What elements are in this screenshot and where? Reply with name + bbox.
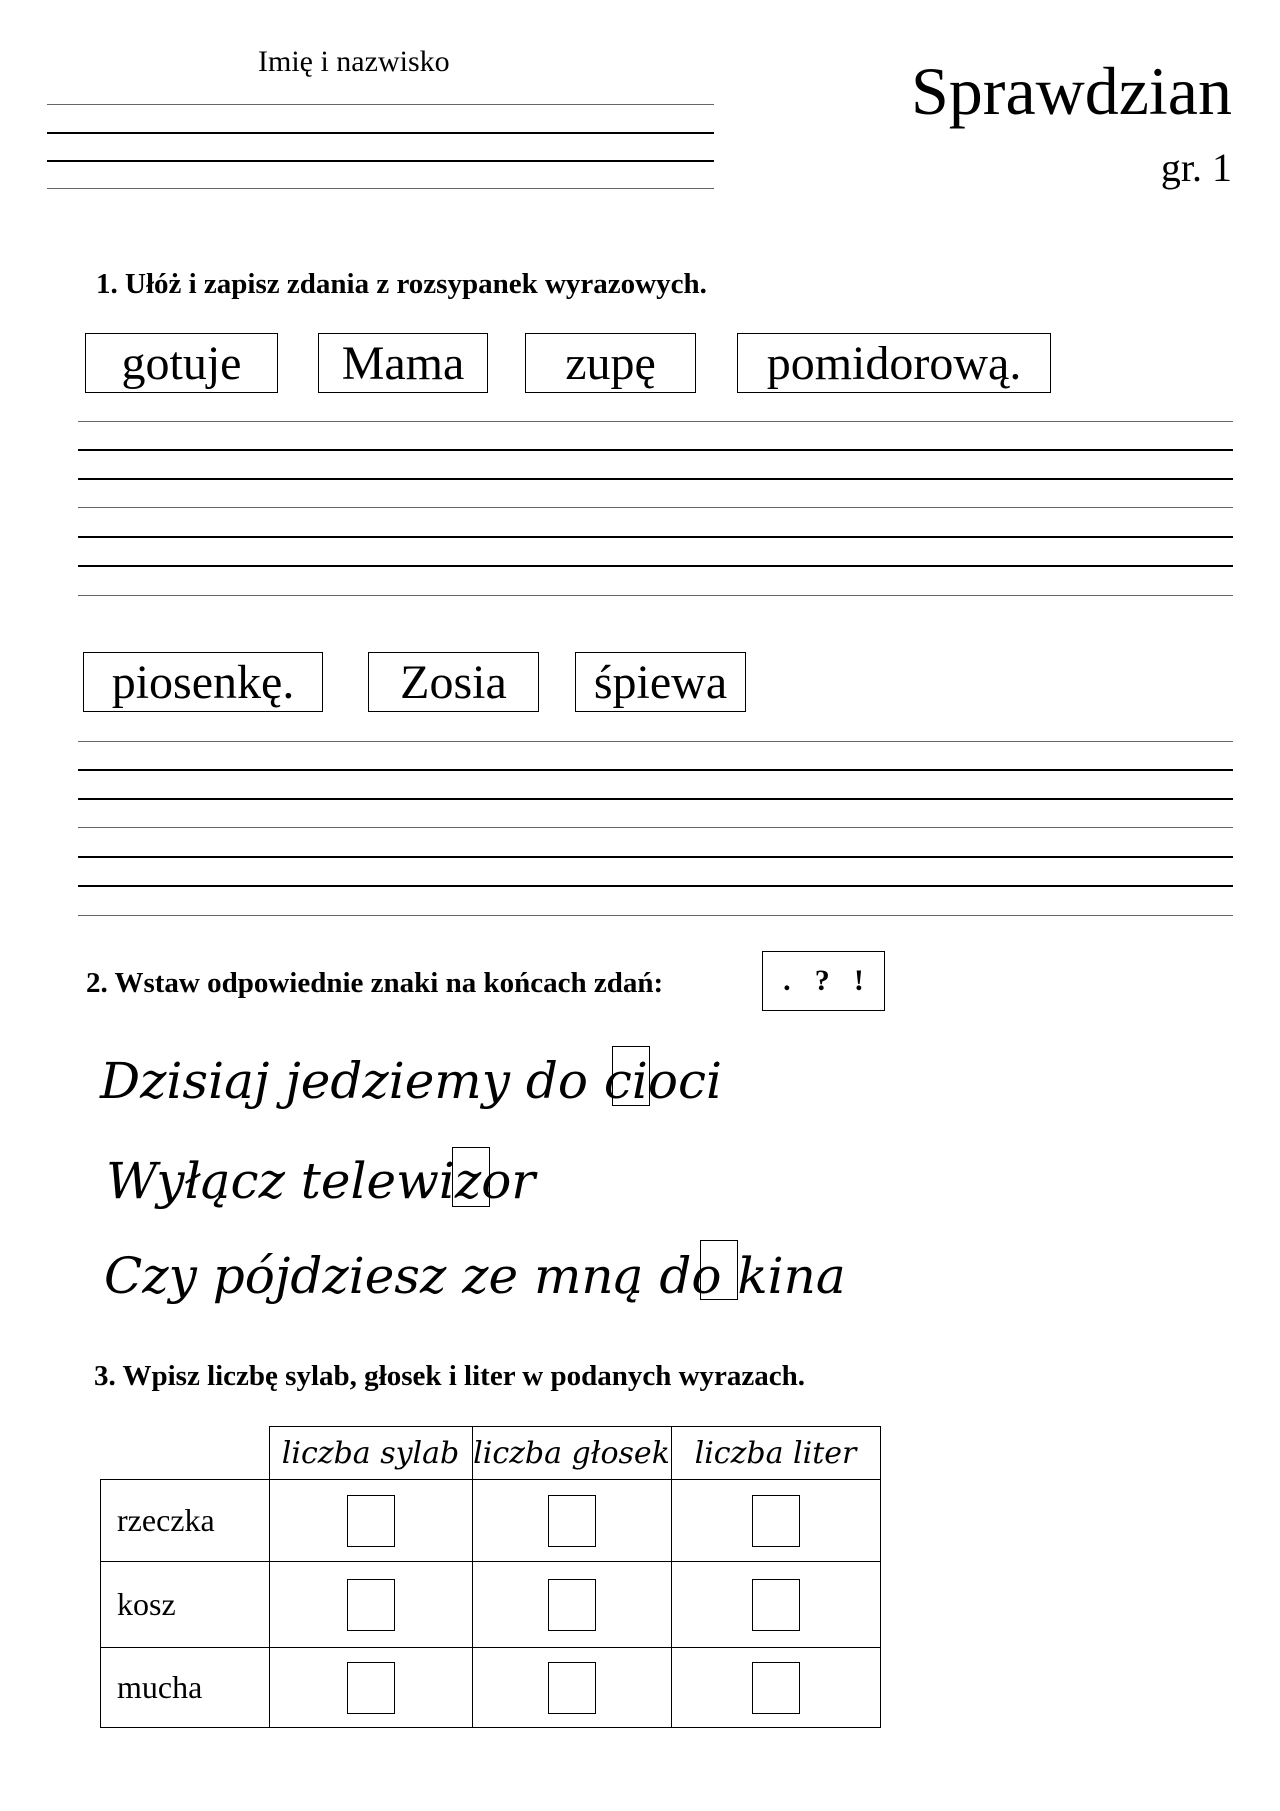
name-label: Imię i nazwisko	[258, 45, 450, 78]
word-card: zupę	[525, 333, 696, 393]
word-card: Zosia	[368, 652, 539, 712]
word-card: pomidorową.	[737, 333, 1051, 393]
answer-box-2[interactable]	[452, 1147, 490, 1207]
task1-heading: 1. Ułóż i zapisz zdania z rozsypanek wyrazowych.	[96, 268, 707, 300]
answer-cell[interactable]	[548, 1662, 596, 1714]
punctuation-signs-box	[762, 951, 885, 1011]
answer-cell[interactable]	[347, 1662, 395, 1714]
question-sign: ?	[814, 964, 830, 997]
column-header: liczba liter	[671, 1427, 880, 1480]
answer-cell[interactable]	[752, 1579, 800, 1631]
answer-cell[interactable]	[752, 1662, 800, 1714]
period-sign: .	[783, 964, 791, 997]
answer-cell[interactable]	[548, 1579, 596, 1631]
answer-cell[interactable]	[347, 1579, 395, 1631]
count-table	[100, 1426, 881, 1728]
word-card: piosenkę.	[83, 652, 323, 712]
sentence-2: Wyłącz telewizor	[106, 1152, 536, 1210]
table-row	[101, 1562, 881, 1648]
exclamation-sign: !	[853, 964, 864, 997]
row-label: kosz	[101, 1562, 270, 1648]
word-card: śpiewa	[575, 652, 746, 712]
answer-cell[interactable]	[347, 1495, 395, 1547]
word-card: Mama	[318, 333, 488, 393]
row-label: rzeczka	[101, 1480, 270, 1562]
answer-cell[interactable]	[752, 1495, 800, 1547]
task2-heading: 2. Wstaw odpowiednie znaki na końcach zdań:	[86, 967, 664, 999]
answer-box-3[interactable]	[700, 1240, 738, 1300]
word-card: gotuje	[85, 333, 278, 393]
sentence-1: Dzisiaj jedziemy do cioci	[100, 1052, 722, 1110]
table-row	[101, 1648, 881, 1728]
sentence-3: Czy pójdziesz ze mną do kina	[104, 1247, 846, 1305]
writing-area-2[interactable]	[78, 741, 1233, 916]
answer-box-1[interactable]	[612, 1046, 650, 1106]
column-header: liczba głosek	[472, 1427, 671, 1480]
answer-cell[interactable]	[548, 1495, 596, 1547]
page-title: Sprawdzian	[910, 53, 1232, 129]
column-header: liczba sylab	[269, 1427, 472, 1480]
row-label: mucha	[101, 1648, 270, 1728]
group-label: gr. 1	[1160, 145, 1232, 190]
task3-heading: 3. Wpisz liczbę sylab, głosek i liter w podanych wyrazach.	[94, 1360, 806, 1392]
writing-area-1[interactable]	[78, 421, 1233, 596]
table-row	[101, 1480, 881, 1562]
name-writing-lines[interactable]	[47, 104, 714, 194]
